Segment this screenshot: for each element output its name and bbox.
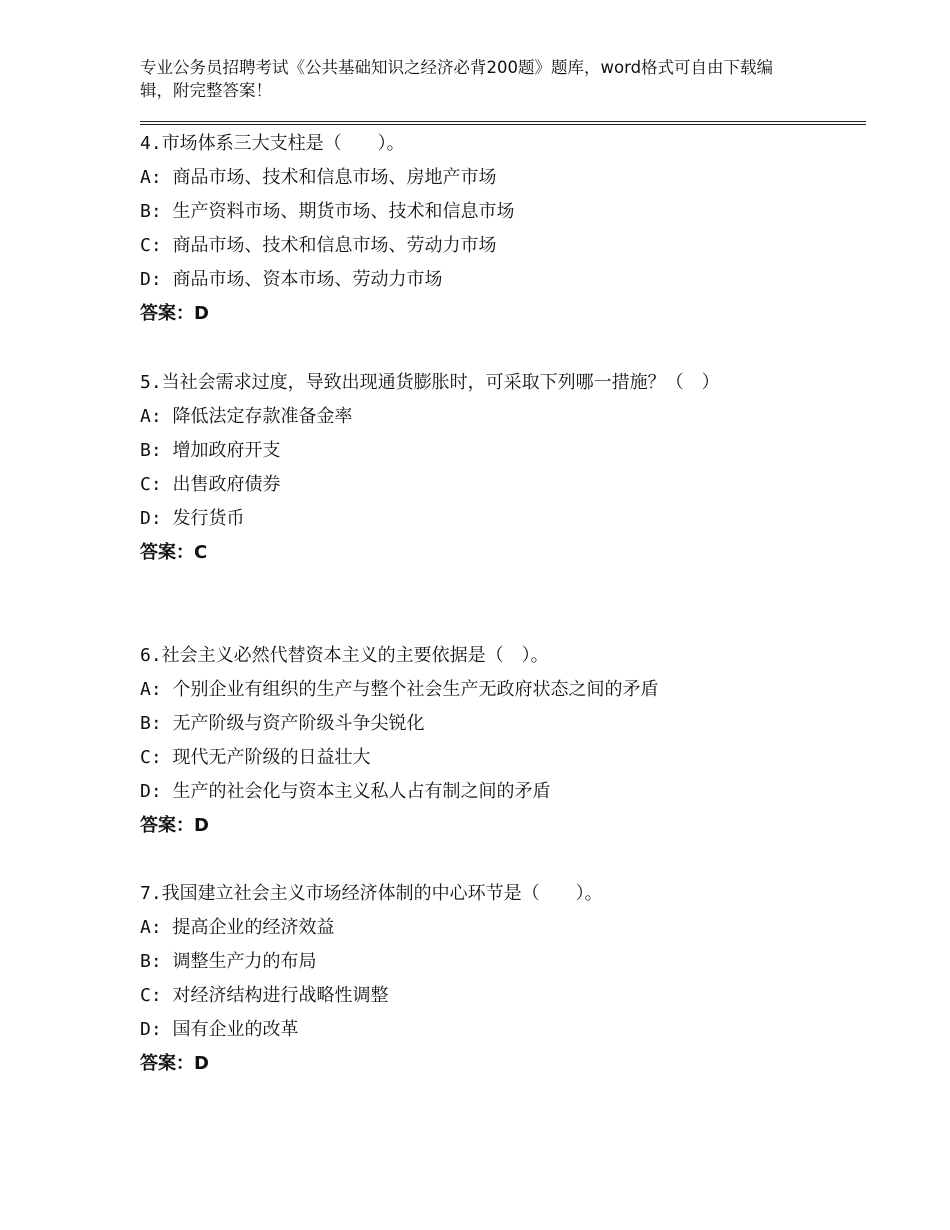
option-a: A: 降低法定存款准备金率 xyxy=(140,406,353,427)
answer-label: 答案： xyxy=(140,1053,194,1074)
answer-line xyxy=(140,297,830,331)
option-a: A: 个别企业有组织的生产与整个社会生产无政府状态之间的矛盾 xyxy=(140,679,659,700)
answer-label: 答案： xyxy=(140,815,194,836)
option-c: C: 现代无产阶级的日益壮大 xyxy=(140,747,371,768)
option-d: D: 发行货币 xyxy=(140,508,245,529)
answer-value: D xyxy=(194,815,209,836)
question-block xyxy=(140,639,830,843)
question-block xyxy=(140,366,830,570)
answer-label: 答案： xyxy=(140,303,194,324)
answer-line xyxy=(140,536,830,570)
answer-line xyxy=(140,1047,830,1081)
option-d: D: 商品市场、资本市场、劳动力市场 xyxy=(140,269,443,290)
option-b: B: 无产阶级与资产阶级斗争尖锐化 xyxy=(140,713,425,734)
question-stem: 7.我国建立社会主义市场经济体制的中心环节是（ ）。 xyxy=(140,883,603,904)
answer-line xyxy=(140,809,830,843)
option-a: A: 提高企业的经济效益 xyxy=(140,917,335,938)
option-c: C: 出售政府债券 xyxy=(140,474,281,495)
answer-value: D xyxy=(194,303,209,324)
question-block xyxy=(140,127,830,331)
option-b: B: 增加政府开支 xyxy=(140,440,281,461)
answer-value: C xyxy=(194,542,208,563)
question-stem: 4.市场体系三大支柱是（ ）。 xyxy=(140,133,405,154)
option-d: D: 生产的社会化与资本主义私人占有制之间的矛盾 xyxy=(140,781,551,802)
option-b: B: 调整生产力的布局 xyxy=(140,951,317,972)
question-block xyxy=(140,877,830,1081)
answer-label: 答案： xyxy=(140,542,194,563)
question-stem: 6.社会主义必然代替资本主义的主要依据是（ ）。 xyxy=(140,645,549,666)
answer-value: D xyxy=(194,1053,209,1074)
option-d: D: 国有企业的改革 xyxy=(140,1019,299,1040)
option-a: A: 商品市场、技术和信息市场、房地产市场 xyxy=(140,167,497,188)
header-rule-top xyxy=(140,121,866,122)
document-header: 专业公务员招聘考试《公共基础知识之经济必背200题》题库，word格式可自由下载编辑，附完整答案！ xyxy=(140,58,774,100)
option-c: C: 对经济结构进行战略性调整 xyxy=(140,985,389,1006)
option-b: B: 生产资料市场、期货市场、技术和信息市场 xyxy=(140,201,515,222)
header-rule-bottom xyxy=(140,124,866,125)
option-c: C: 商品市场、技术和信息市场、劳动力市场 xyxy=(140,235,497,256)
question-stem: 5.当社会需求过度，导致出现通货膨胀时，可采取下列哪一措施？（ ） xyxy=(140,372,720,393)
